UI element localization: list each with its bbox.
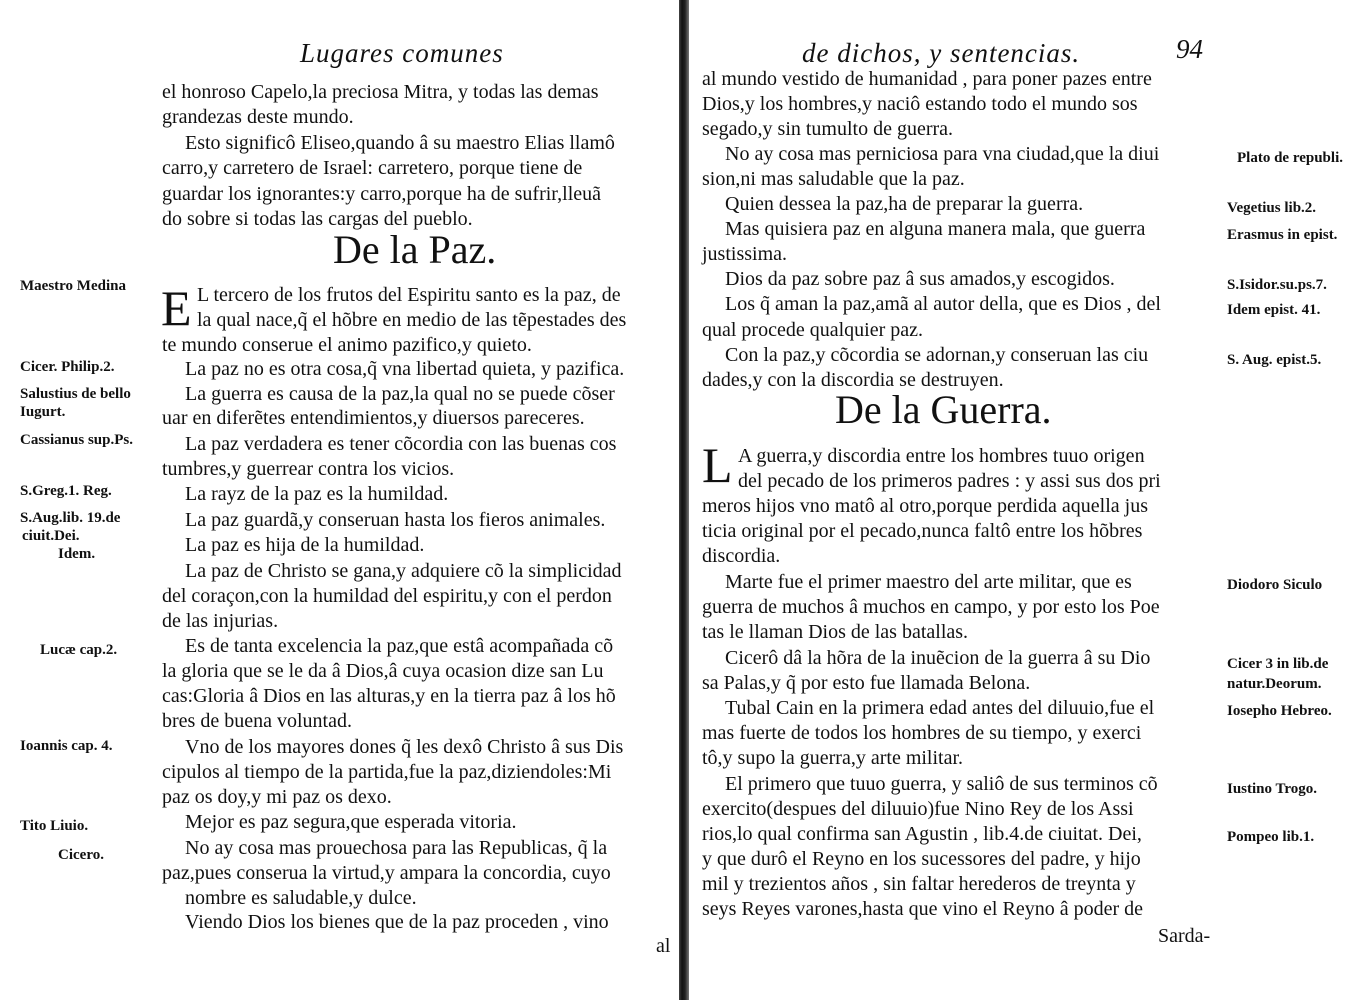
text-line: Quien dessea la paz,ha de preparar la guerra. <box>725 193 1084 215</box>
text-line: Con la paz,y cõcordia se adornan,y conseruan las ciu <box>725 344 1149 366</box>
text-line: Viendo Dios los bienes que de la paz proceden , vino <box>185 911 609 933</box>
text-line: del coraçon,con la humildad del espiritu,y con el perdon <box>162 585 612 607</box>
text-line: al mundo vestido de humanidad , para poner pazes entre <box>702 68 1152 90</box>
right-page <box>690 0 1370 1000</box>
running-header-left: Lugares comunes <box>300 38 504 68</box>
text-line: tumbres,y guerrear contra los vicios. <box>162 458 455 480</box>
text-line: paz os doy,y mi paz os dexo. <box>162 786 392 808</box>
text-line: cipulos al tiempo de la partida,fue la paz,diziendoles:Mi <box>162 761 612 783</box>
text-line: uar en diferẽtes entendimientos,y diuersos pareceres. <box>162 407 585 429</box>
margin-note: Vegetius lib.2. <box>1227 200 1317 216</box>
text-line: de las injurias. <box>162 610 279 632</box>
text-line: La rayz de la paz es la humildad. <box>185 483 449 505</box>
text-line: justissima. <box>702 243 788 265</box>
text-line: qual procede qualquier paz. <box>702 319 924 341</box>
text-line: Tubal Cain en la primera edad antes del diluuio,fue el <box>725 697 1155 719</box>
text-line: La paz de Christo se gana,y adquiere cõ la simplicidad <box>185 560 622 582</box>
text-line: do sobre si todas las cargas del pueblo. <box>162 208 473 230</box>
text-line: Mejor es paz segura,que esperada vitoria. <box>185 811 517 833</box>
margin-note: Maestro Medina <box>20 278 126 294</box>
text-line: sa Palas,y q̃ por esto fue llamada Belona. <box>702 672 1031 694</box>
text-line: meros hijos vno matô al otro,porque perdida aquella jus <box>702 495 1149 517</box>
text-line: segado,y sin tumulto de guerra. <box>702 118 954 140</box>
text-line: No ay cosa mas perniciosa para vna ciudad,que la diui <box>725 143 1160 165</box>
text-line: El primero que tuuo guerra, y saliô de sus terminos cõ <box>725 773 1158 795</box>
text-line: grandezas deste mundo. <box>162 106 354 128</box>
running-header-right: de dichos, y sentencias. <box>802 38 1081 68</box>
text-line: La guerra es causa de la paz,la qual no se puede cõser <box>185 383 615 405</box>
catchword: Sarda- <box>1158 925 1211 947</box>
text-line: carro,y carretero de Israel: carretero, porque tiene de <box>162 157 583 179</box>
text-line: guardar los ignorantes:y carro,porque ha de sufrir,lleuã <box>162 183 602 205</box>
text-line: La paz guardã,y conseruan hasta los fieros animales. <box>185 509 606 531</box>
margin-note: Cicer 3 in lib.de <box>1227 656 1329 672</box>
text-line: paz,pues conserua la virtud,y ampara la concordia, cuyo <box>162 862 611 884</box>
drop-cap: L <box>702 437 733 493</box>
margin-note: Cassianus sup.Ps. <box>20 432 133 448</box>
text-line: y que durô el Reyno en los sucessores del padre, y hijo <box>702 848 1141 870</box>
margin-note: S.Greg.1. Reg. <box>20 483 112 499</box>
text-line: guerra de muchos â muchos en campo, y por esto los Poe <box>702 596 1160 618</box>
text-line: discordia. <box>702 545 781 567</box>
text-line: rios,lo qual confirma san Agustin , lib.4.de ciuitat. Dei, <box>702 823 1142 845</box>
text-line: No ay cosa mas prouechosa para las Republicas, q̃ la <box>185 837 608 859</box>
text-line: bres de buena voluntad. <box>162 710 352 732</box>
text-line: exercito(despues del diluuio)fue Nino Rey de los Assi <box>702 798 1134 820</box>
margin-note: Iugurt. <box>20 404 66 420</box>
text-line: ticia original por el pecado,nunca faltô entre los hõbres <box>702 520 1143 542</box>
text-line: sion,ni mas saludable que la paz. <box>702 168 965 190</box>
margin-note: S.Aug.lib. 19.de <box>20 510 121 526</box>
text-line: Dios,y los hombres,y naciô estando todo el mundo sos <box>702 93 1138 115</box>
margin-note: Cicero. <box>58 847 104 863</box>
text-line: Los q̃ aman la paz,amã al autor della, que es Dios , del <box>725 293 1161 315</box>
text-line: cas:Gloria â Dios en las alturas,y en la tierra paz â los hõ <box>162 685 616 707</box>
text-line: dades,y con la discordia se destruyen. <box>702 369 1004 391</box>
drop-cap: E <box>161 280 192 336</box>
margin-note: Erasmus in epist. <box>1227 227 1338 243</box>
text-line: Esto significô Eliseo,quando â su maestro Elias llamô <box>185 132 615 154</box>
text-line: Marte fue el primer maestro del arte militar, que es <box>725 571 1132 593</box>
book-gutter <box>679 0 689 1000</box>
text-line: Mas quisiera paz en alguna manera mala, que guerra <box>725 218 1146 240</box>
text-line: Es de tanta excelencia la paz,que estâ acompañada cõ <box>185 635 614 657</box>
text-line: La paz verdadera es tener cõcordia con las buenas cos <box>185 433 617 455</box>
margin-note: Diodoro Siculo <box>1227 577 1323 593</box>
text-line: te mundo conserue el animo pazifico,y quieto. <box>162 334 532 356</box>
text-line: Vno de los mayores dones q̃ les dexô Christo â sus Dis <box>185 736 624 758</box>
catchword: al <box>656 935 671 957</box>
margin-note: Salustius de bello <box>20 386 131 402</box>
margin-note: S. Aug. epist.5. <box>1227 352 1322 368</box>
left-page <box>0 0 680 1000</box>
text-line: La paz es hija de la humildad. <box>185 534 425 556</box>
page-number: 94 <box>1176 34 1203 64</box>
margin-note: Plato de republi. <box>1237 150 1343 166</box>
text-line: tas le llaman Dios de las batallas. <box>702 621 969 643</box>
margin-note: Idem epist. 41. <box>1227 302 1321 318</box>
text-line: tô,y supo la guerra,y arte militar. <box>702 747 964 769</box>
text-line: la qual nace,q̃ el hõbre en medio de las tẽpestades des <box>197 309 627 331</box>
margin-note: ciuit.Dei. <box>22 528 80 544</box>
margin-note: Iustino Trogo. <box>1227 781 1318 797</box>
text-line: mas fuerte de todos los hombres de su tiempo, y exerci <box>702 722 1142 744</box>
text-line: el honroso Capelo,la preciosa Mitra, y todas las demas <box>162 81 599 103</box>
text-line: Cicerô dâ la hõra de la inuẽcion de la guerra â su Dio <box>725 647 1151 669</box>
section-title-paz: De la Paz. <box>333 227 497 272</box>
text-line: Dios da paz sobre paz â sus amados,y escogidos. <box>725 268 1115 290</box>
margin-note: natur.Deorum. <box>1227 676 1322 692</box>
margin-note: Idem. <box>58 546 96 562</box>
margin-note: Cicer. Philip.2. <box>20 359 115 375</box>
text-line: nombre es saludable,y dulce. <box>185 887 417 909</box>
margin-note: Tito Liuio. <box>20 818 89 834</box>
text-line: la gloria que se le da â Dios,â cuya ocasion dize san Lu <box>162 660 604 682</box>
margin-note: S.Isidor.su.ps.7. <box>1227 277 1327 293</box>
section-title-guerra: De la Guerra. <box>835 387 1052 432</box>
text-line: mil y trezientos años , sin faltar herederos de treynta y <box>702 873 1136 895</box>
text-line: A guerra,y discordia entre los hombres tuuo origen <box>738 445 1145 467</box>
margin-note: Ioannis cap. 4. <box>20 738 113 754</box>
margin-note: Iosepho Hebreo. <box>1227 703 1332 719</box>
margin-note: Lucæ cap.2. <box>40 642 118 658</box>
text-line: seys Reyes varones,hasta que vino el Reyno â poder de <box>702 898 1143 920</box>
text-line: L tercero de los frutos del Espiritu santo es la paz, de <box>197 284 621 306</box>
text-line: La paz no es otra cosa,q̃ vna libertad quieta, y pazifica. <box>185 358 625 380</box>
text-line: del pecado de los primeros padres : y assi sus dos pri <box>738 470 1161 492</box>
margin-note: Pompeo lib.1. <box>1227 829 1315 845</box>
